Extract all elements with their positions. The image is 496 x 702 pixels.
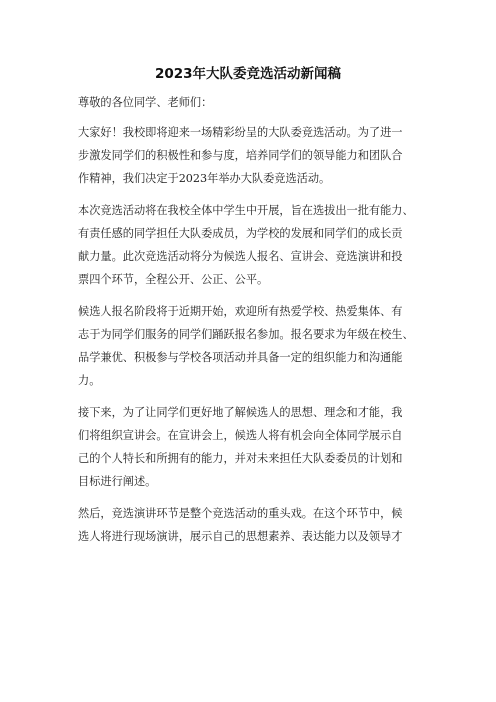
paragraph-line: 候选人报名阶段将于近期开始，欢迎所有热爱学校、热爱集体、有 xyxy=(78,305,403,318)
paragraph-line: 品学兼优、积极参与学校各项活动并具备一定的组织能力和沟通能 xyxy=(78,351,403,364)
paragraph-line: 有责任感的同学担任大队委成员，为学校的发展和同学们的成长贡 xyxy=(78,227,403,240)
paragraph-line: 步激发同学们的积极性和参与度，培养同学们的领导能力和团队合 xyxy=(78,149,403,162)
paragraph-line: 大家好！我校即将迎来一场精彩纷呈的大队委竞选活动。为了进一 xyxy=(78,126,403,139)
paragraph-line: 力。 xyxy=(78,374,101,387)
paragraph-line: 接下来，为了让同学们更好地了解候选人的思想、理念和才能，我 xyxy=(78,406,403,419)
paragraph-line: 作精神，我们决定于2023年举办大队委竞选活动。 xyxy=(78,172,331,185)
paragraph-line: 献力量。此次竞选活动将分为候选人报名、宣讲会、竞选演讲和投 xyxy=(78,250,403,263)
paragraph-line: 目标进行阐述。 xyxy=(78,475,157,488)
paragraph-line: 本次竞选活动将在我校全体中学生中开展，旨在选拔出一批有能力、 xyxy=(78,204,414,217)
paragraph-line: 们将组织宣讲会。在宣讲会上，候选人将有机会向全体同学展示自 xyxy=(78,429,403,442)
salutation: 尊敬的各位同学、老师们： xyxy=(78,96,213,109)
paragraph-line: 选人将进行现场演讲，展示自己的思想素养、表达能力以及领导才 xyxy=(78,530,403,543)
paragraph-line: 己的个人特长和所拥有的能力，并对未来担任大队委委员的计划和 xyxy=(78,452,403,465)
paragraph-line: 票四个环节，全程公开、公正、公平。 xyxy=(78,273,269,286)
document-title: 2023年大队委竞选活动新闻稿 xyxy=(154,66,342,82)
paragraph-line: 然后，竞选演讲环节是整个竞选活动的重头戏。在这个环节中，候 xyxy=(78,507,403,520)
paragraph-line: 志于为同学们服务的同学们踊跃报名参加。报名要求为年级在校生、 xyxy=(78,328,414,341)
